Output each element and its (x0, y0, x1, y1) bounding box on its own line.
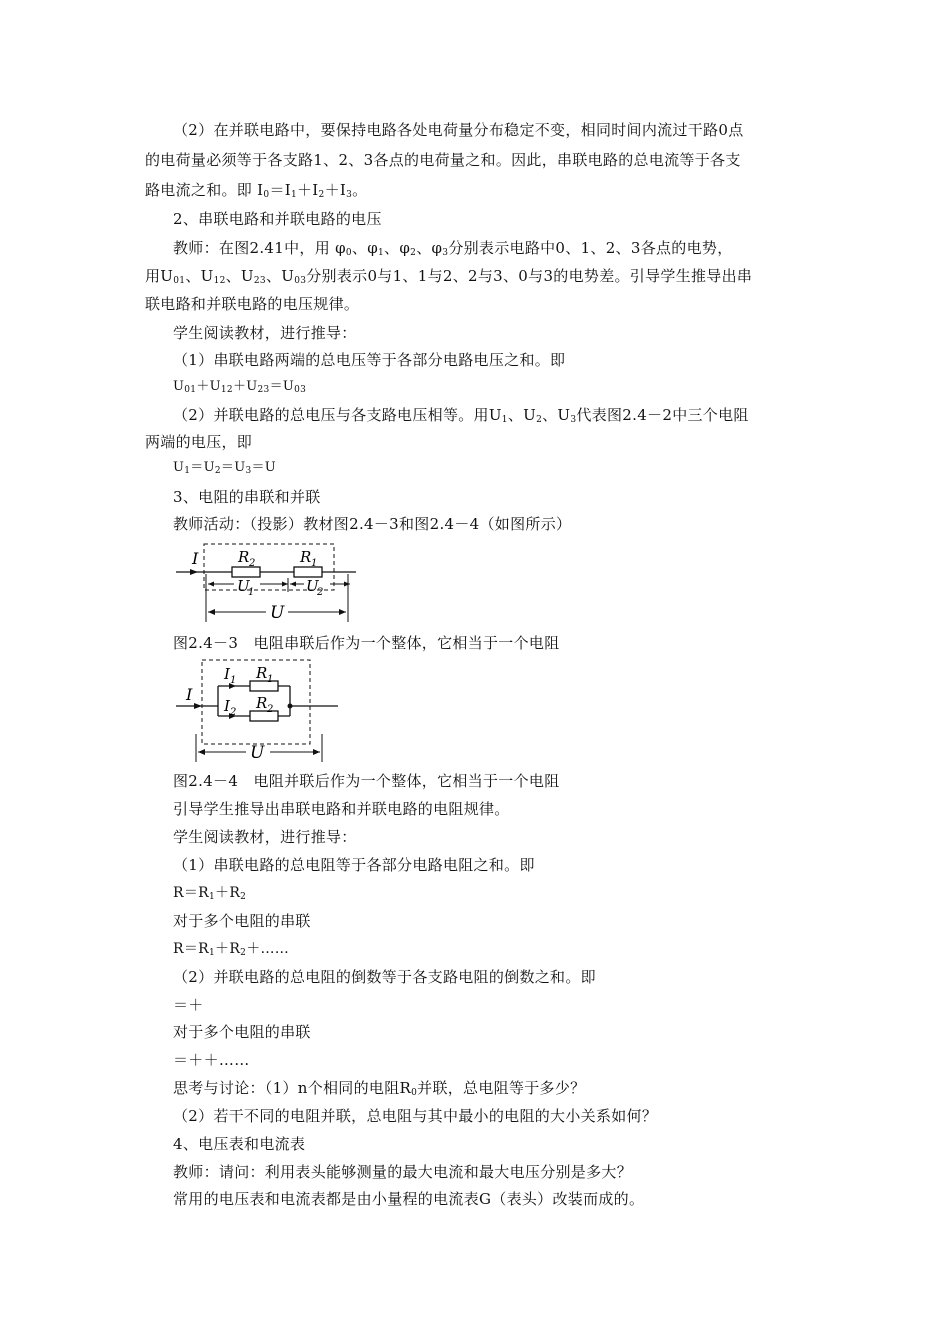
voltage-subscript: 2 (317, 587, 324, 598)
paragraph-line: （2）在并联电路中，要保持电路各处电荷量分布稳定不变，相同时间内流过干路0点 (173, 121, 744, 139)
resistor-label: R (300, 548, 312, 566)
parallel-circuit-figure (172, 658, 342, 764)
paragraph-line: 对于多个电阻的串联 (173, 912, 311, 930)
formula: $R=R_1+R_2+\dots\dots$ (173, 941, 290, 958)
paragraph-line: （2）并联电路的总电压与各支路电压相等。用$U_1$、$U_2$、$U_3$代表图2.4－2中三个电阻 (173, 406, 749, 425)
paragraph-line: 教师活动：（投影）教材图2.4－3和图2.4－4（如图所示） (173, 515, 572, 533)
resistor-label: R (256, 694, 268, 712)
paragraph-line: （2）并联电路的总电阻的倒数等于各支路电阻的倒数之和。即 (173, 968, 596, 986)
total-voltage-label: U (270, 603, 285, 623)
section-heading: 4、电压表和电流表 (173, 1135, 306, 1153)
resistor-subscript: 2 (249, 558, 256, 569)
formula: ＝＋ (173, 996, 204, 1014)
paragraph-line: 路电流之和。即 $I_0=I_1+I_2+I_3$。 (145, 181, 368, 200)
formula: ＝＋＋…… (173, 1051, 250, 1069)
section-heading: 2、串联电路和并联电路的电压 (173, 210, 382, 228)
resistor-label: R (238, 548, 250, 566)
resistor-subscript: 1 (267, 674, 274, 685)
paragraph-line: 学生阅读教材，进行推导： (173, 324, 357, 342)
resistor-subscript: 2 (267, 704, 274, 715)
section-heading: 3、电阻的串联和并联 (173, 488, 321, 506)
paragraph-line: 两端的电压，即 (145, 433, 253, 451)
voltage-label: U (237, 577, 250, 595)
paragraph-line: 学生阅读教材，进行推导： (173, 828, 357, 846)
formula: $R=R_1+R_2$ (173, 885, 247, 902)
branch-current-subscript: 1 (230, 675, 237, 686)
resistor-subscript: 1 (311, 558, 318, 569)
branch-current-label: I (224, 697, 230, 715)
branch-current-subscript: 2 (230, 707, 237, 718)
figure-caption: 图2.4－3 电阻串联后作为一个整体，它相当于一个电阻 (173, 634, 560, 652)
paragraph-line: 教师：请问：利用表头能够测量的最大电流和最大电压分别是多大？ (173, 1163, 633, 1181)
paragraph-line: 用$U_{01}$、$U_{12}$、$U_{23}$、$U_{03}$分别表示0与1、1与2、2与3、0与3的电势差。引导学生推导出串 (145, 267, 753, 286)
resistor-label: R (256, 664, 268, 682)
paragraph-line: 对于多个电阻的串联 (173, 1023, 311, 1041)
formula: $U_{01}+U_{12}+U_{23}=U_{03}$ (173, 379, 307, 395)
current-label: I (192, 549, 199, 568)
paragraph-line: 引导学生推导出串联电路和并联电路的电阻规律。 (173, 800, 510, 818)
formula: $U_1=U_2=U_3=U$ (173, 460, 277, 476)
paragraph-line: （2）若干不同的电阻并联，总电阻与其中最小的电阻的大小关系如何？ (173, 1107, 658, 1125)
voltage-label: U (306, 577, 319, 595)
paragraph-line: 联电路和并联电路的电压规律。 (145, 295, 360, 313)
paragraph-line: 的电荷量必须等于各支路1、2、3各点的电荷量之和。因此，串联电路的总电流等于各支 (145, 151, 741, 169)
current-label: I (186, 685, 193, 704)
paragraph-line: （1）串联电路两端的总电压等于各部分电路电压之和。即 (173, 351, 566, 369)
series-circuit-figure (170, 540, 370, 624)
paragraph-line: 常用的电压表和电流表都是由小量程的电流表G（表头）改装而成的。 (173, 1190, 645, 1208)
paragraph-line: 思考与讨论：（1）n个相同的电阻$R_0$并联，总电阻等于多少？ (173, 1079, 586, 1098)
paragraph-line: （1）串联电路的总电阻等于各部分电路电阻之和。即 (173, 856, 535, 874)
voltage-subscript: 1 (248, 587, 255, 598)
figure-caption: 图2.4－4 电阻并联后作为一个整体，它相当于一个电阻 (173, 772, 560, 790)
paragraph-line: 教师：在图2.41中，用 $\varphi_0$、$\varphi_1$、$\varphi_2$、$\varphi_3$分别表示电路中0、1、2、3各点的电势， (173, 239, 733, 258)
total-voltage-label: U (250, 743, 265, 763)
branch-current-label: I (224, 665, 230, 683)
